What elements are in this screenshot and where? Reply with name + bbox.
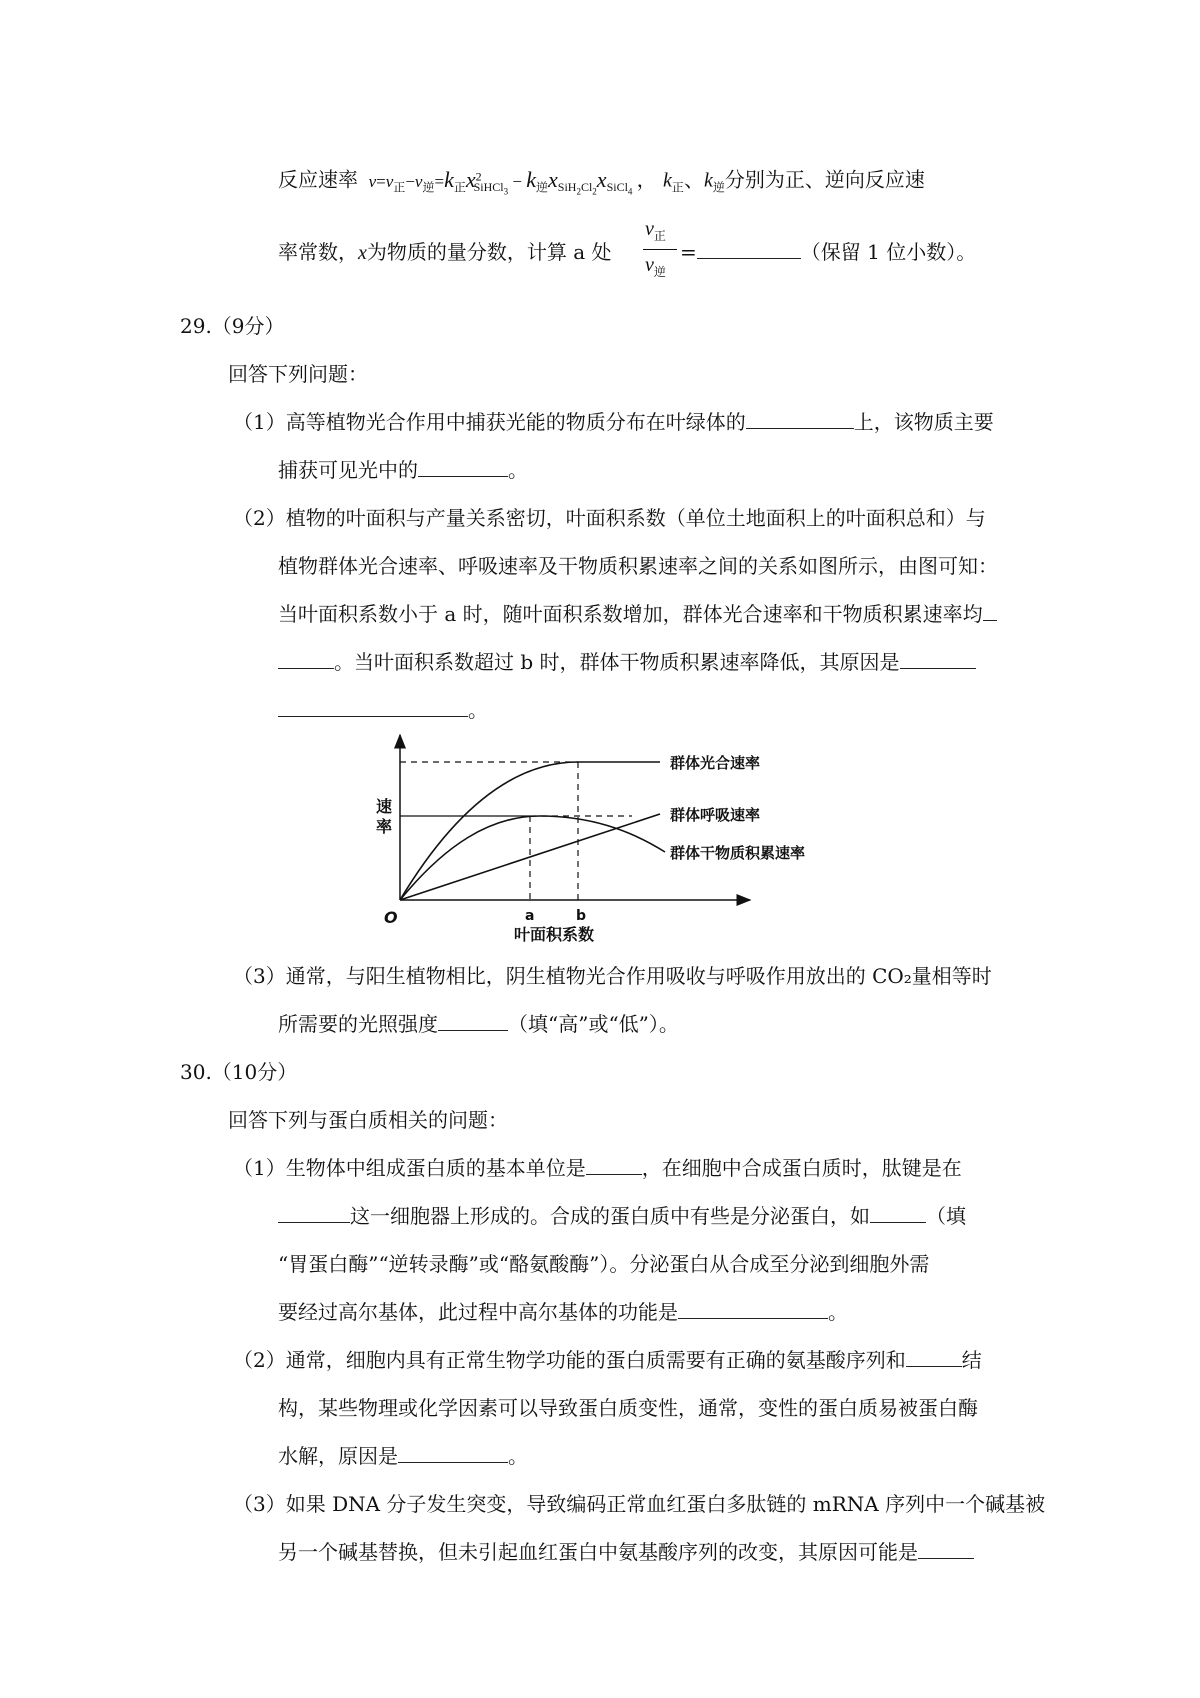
formula-line2-a: 率常数， <box>278 240 358 264</box>
rate-expression: $v=v_正-v_逆=k_正x^2_{SiHCl_3} - k_逆x_{SiH_2Cl_2}x_{SiCl_4}$ <box>368 166 633 197</box>
q29-intro: 回答下列问题： <box>228 362 368 386</box>
answer-blank <box>983 600 997 621</box>
answer-blank <box>906 1346 962 1367</box>
q30-p1-line1: （1）生物体中组成蛋白质的基本单位是 ，在细胞中合成蛋白质时，肽键是在 <box>233 1156 962 1180</box>
y-axis-label-char2: 率 <box>376 817 393 836</box>
x-tick-b: b <box>576 908 587 924</box>
rate-chart <box>350 730 860 945</box>
fraction-numerator: $v_正$ <box>645 218 666 243</box>
q30-p3-line2: 另一个碱基替换，但未引起血红蛋白中氨基酸序列的改变，其原因可能是 <box>278 1538 974 1566</box>
q29-p2-line4: 。当叶面积系数超过 b 时，群体干物质积累速率降低，其原因是 <box>278 648 976 676</box>
q30-p1-line4: 要经过高尔基体，此过程中高尔基体的功能是 。 <box>278 1300 848 1324</box>
answer-blank <box>278 696 468 717</box>
q30-intro: 回答下列与蛋白质相关的问题： <box>228 1108 508 1132</box>
answer-blank <box>278 1202 350 1223</box>
formula-line-1: 反应速率 $v=v_正-v_逆=k_正x^2_{SiHCl_3} - k_逆x_{SiH_2Cl_2}x_{SiCl_4}$ ， $k_正$、$k_逆$分别为正、逆向反应速 <box>278 166 925 197</box>
answer-blank <box>870 1202 926 1223</box>
series-label-respiration: 群体呼吸速率 <box>670 806 761 824</box>
answer-blank <box>697 238 801 259</box>
fraction-denominator: $v_逆$ <box>645 254 666 279</box>
answer-blank <box>278 648 334 669</box>
formula-line-2-end: = （保留 1 位小数）。 <box>680 240 977 264</box>
answer-blank <box>438 1010 508 1031</box>
formula-line2-c: （保留 1 位小数）。 <box>800 240 977 264</box>
answer-blank <box>418 456 508 477</box>
x-tick-a: a <box>525 908 535 924</box>
q29-p3-line2: 所需要的光照强度 （填“高”或“低”）。 <box>278 1012 679 1036</box>
formula-prefix: 反应速率 <box>278 167 358 192</box>
q29-p3-line1: （3）通常，与阳生植物相比，阴生植物光合作用吸收与呼吸作用放出的 CO₂量相等时 <box>233 964 992 988</box>
series-label-photosynthesis: 群体光合速率 <box>670 754 761 772</box>
q29-p2-line3: 当叶面积系数小于 a 时，随叶面积系数增加，群体光合速率和干物质积累速率均 <box>278 600 997 628</box>
q30-header: 30.（10分） <box>180 1060 298 1084</box>
k-forward: k <box>663 169 672 192</box>
formula-line2-b: 为物质的量分数，计算 a 处 <box>366 240 612 264</box>
answer-blank <box>398 1442 508 1463</box>
q30-p2-line2: 构，某些物理或化学因素可以导致蛋白质变性，通常，变性的蛋白质易被蛋白酶 <box>278 1396 978 1420</box>
origin-label: O <box>384 908 398 927</box>
q30-p2-line3: 水解，原因是 。 <box>278 1444 528 1468</box>
formula-suffix: 分别为正、逆向反应速 <box>724 167 925 192</box>
k-forward-sub: 正 <box>671 180 684 195</box>
answer-blank <box>918 1538 974 1559</box>
answer-blank <box>586 1154 642 1175</box>
q29-p2-line1: （2）植物的叶面积与产量关系密切，叶面积系数（单位土地面积上的叶面积总和）与 <box>233 506 986 530</box>
y-axis-label-char1: 速 <box>376 797 393 816</box>
formula-comma: ， <box>636 167 657 192</box>
q30-p1-line2: 这一细胞器上形成的。合成的蛋白质中有些是分泌蛋白，如 （填 <box>278 1202 966 1230</box>
q29-p2-line2: 植物群体光合速率、呼吸速率及干物质积累速率之间的关系如图所示，由图可知： <box>278 554 998 578</box>
fraction-bar <box>643 249 677 250</box>
q29-p1-line2: 捕获可见光中的 。 <box>278 458 528 482</box>
x-axis-label: 叶面积系数 <box>514 925 595 944</box>
q30-p1-line3: “胃蛋白酶”“逆转录酶”或“酪氨酸酶”）。分泌蛋白从合成至分泌到细胞外需 <box>278 1252 930 1276</box>
q29-header: 29.（9分） <box>180 314 285 338</box>
answer-blank <box>900 648 976 669</box>
x-var: x <box>358 242 367 264</box>
answer-blank <box>746 408 854 429</box>
q30-p2-line1: （2）通常，细胞内具有正常生物学功能的蛋白质需要有正确的氨基酸序列和 结 <box>233 1348 982 1372</box>
q29-p1-line1: （1）高等植物光合作用中捕获光能的物质分布在叶绿体的 上，该物质主要 <box>233 410 994 434</box>
q30-p3-line1: （3）如果 DNA 分子发生突变，导致编码正常血红蛋白多肽链的 mRNA 序列中一个碱基被 <box>233 1492 1046 1516</box>
answer-blank <box>678 1298 828 1319</box>
q29-p2-line5: 。 <box>278 696 488 724</box>
formula-line-2 <box>278 238 612 267</box>
series-label-drymatter: 群体干物质积累速率 <box>670 844 806 862</box>
